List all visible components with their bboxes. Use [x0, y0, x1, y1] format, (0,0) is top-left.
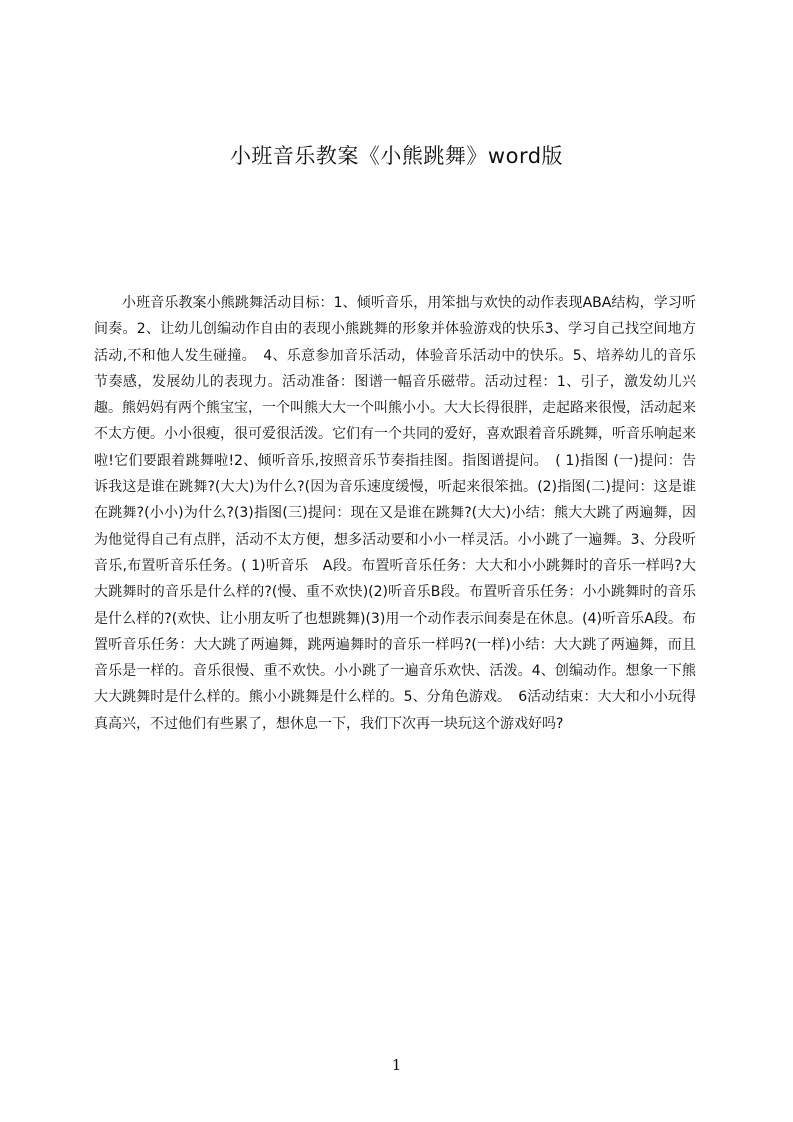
page-number: 1 — [391, 1056, 402, 1074]
document-body: 小班音乐教案小熊跳舞活动目标：1、倾听音乐，用笨拙与欢快的动作表现ABA结构，学习听间奏。2、让幼儿创编动作自由的表现小熊跳舞的形象并体验游戏的快乐3、学习自己找空间地方活动,不和他人发生碰撞。 4、乐意参加音乐活动，体验音乐活动中的快乐。5、培养幼儿的音乐节奏感，发展幼儿的表现力。活动准备：图谱一幅音乐磁带。活动过程：1、引子，激发幼儿兴趣。熊妈妈有两个熊宝宝，一个叫熊大大一个叫熊小小。大大长得很胖，走起路来很慢，活动起来不太方便。小小很瘦，很可爱很活泼。它们有一个共同的爱好，喜欢跟着音乐跳舞，听音乐响起来啦!它们要跟着跳舞啦!2、倾听音乐,按照音乐节奏指挂图。指图谱提问。 ( 1)指图 (一)提问：告诉我这是谁在跳舞?(大大)为什么?(因为音乐速度缓慢，听起来很笨拙。(2)指图(二)提问：这是谁在跳舞?(小小)为什么?(3)指图(三)提问：现在又是谁在跳舞?(大大)小结：熊大大跳了两遍舞，因为他觉得自己有点胖，活动不太方便，想多活动要和小小一样灵活。小小跳了一遍舞。3、分段听音乐,布置听音乐任务。( 1)听音乐 A段。布置听音乐任务：大大和小小跳舞时的音乐一样吗?大大跳舞时的音乐是什么样的?(慢、重不欢快)(2)听音乐B段。布置听音乐任务：小小跳舞时的音乐是什么样的?(欢快、让小朋友听了也想跳舞)(3)用一个动作表示间奏是在休息。(4)听音乐A段。布置听音乐任务：大大跳了两遍舞，跳两遍舞时的音乐一样吗?(一样)小结：大大跳了两遍舞，而且音乐是一样的。音乐很慢、重不欢快。小小跳了一遍音乐欢快、活泼。4、创编动作。想象一下熊大大跳舞时是什么样的。熊小小跳舞是什么样的。5、分角色游戏。 6活动结束：大大和小小玩得真高兴，不过他们有些累了，想休息一下，我们下次再一块玩这个游戏好吗? — [94, 295, 696, 732]
document-title: 小班音乐教案《小熊跳舞》word版 — [229, 144, 564, 168]
